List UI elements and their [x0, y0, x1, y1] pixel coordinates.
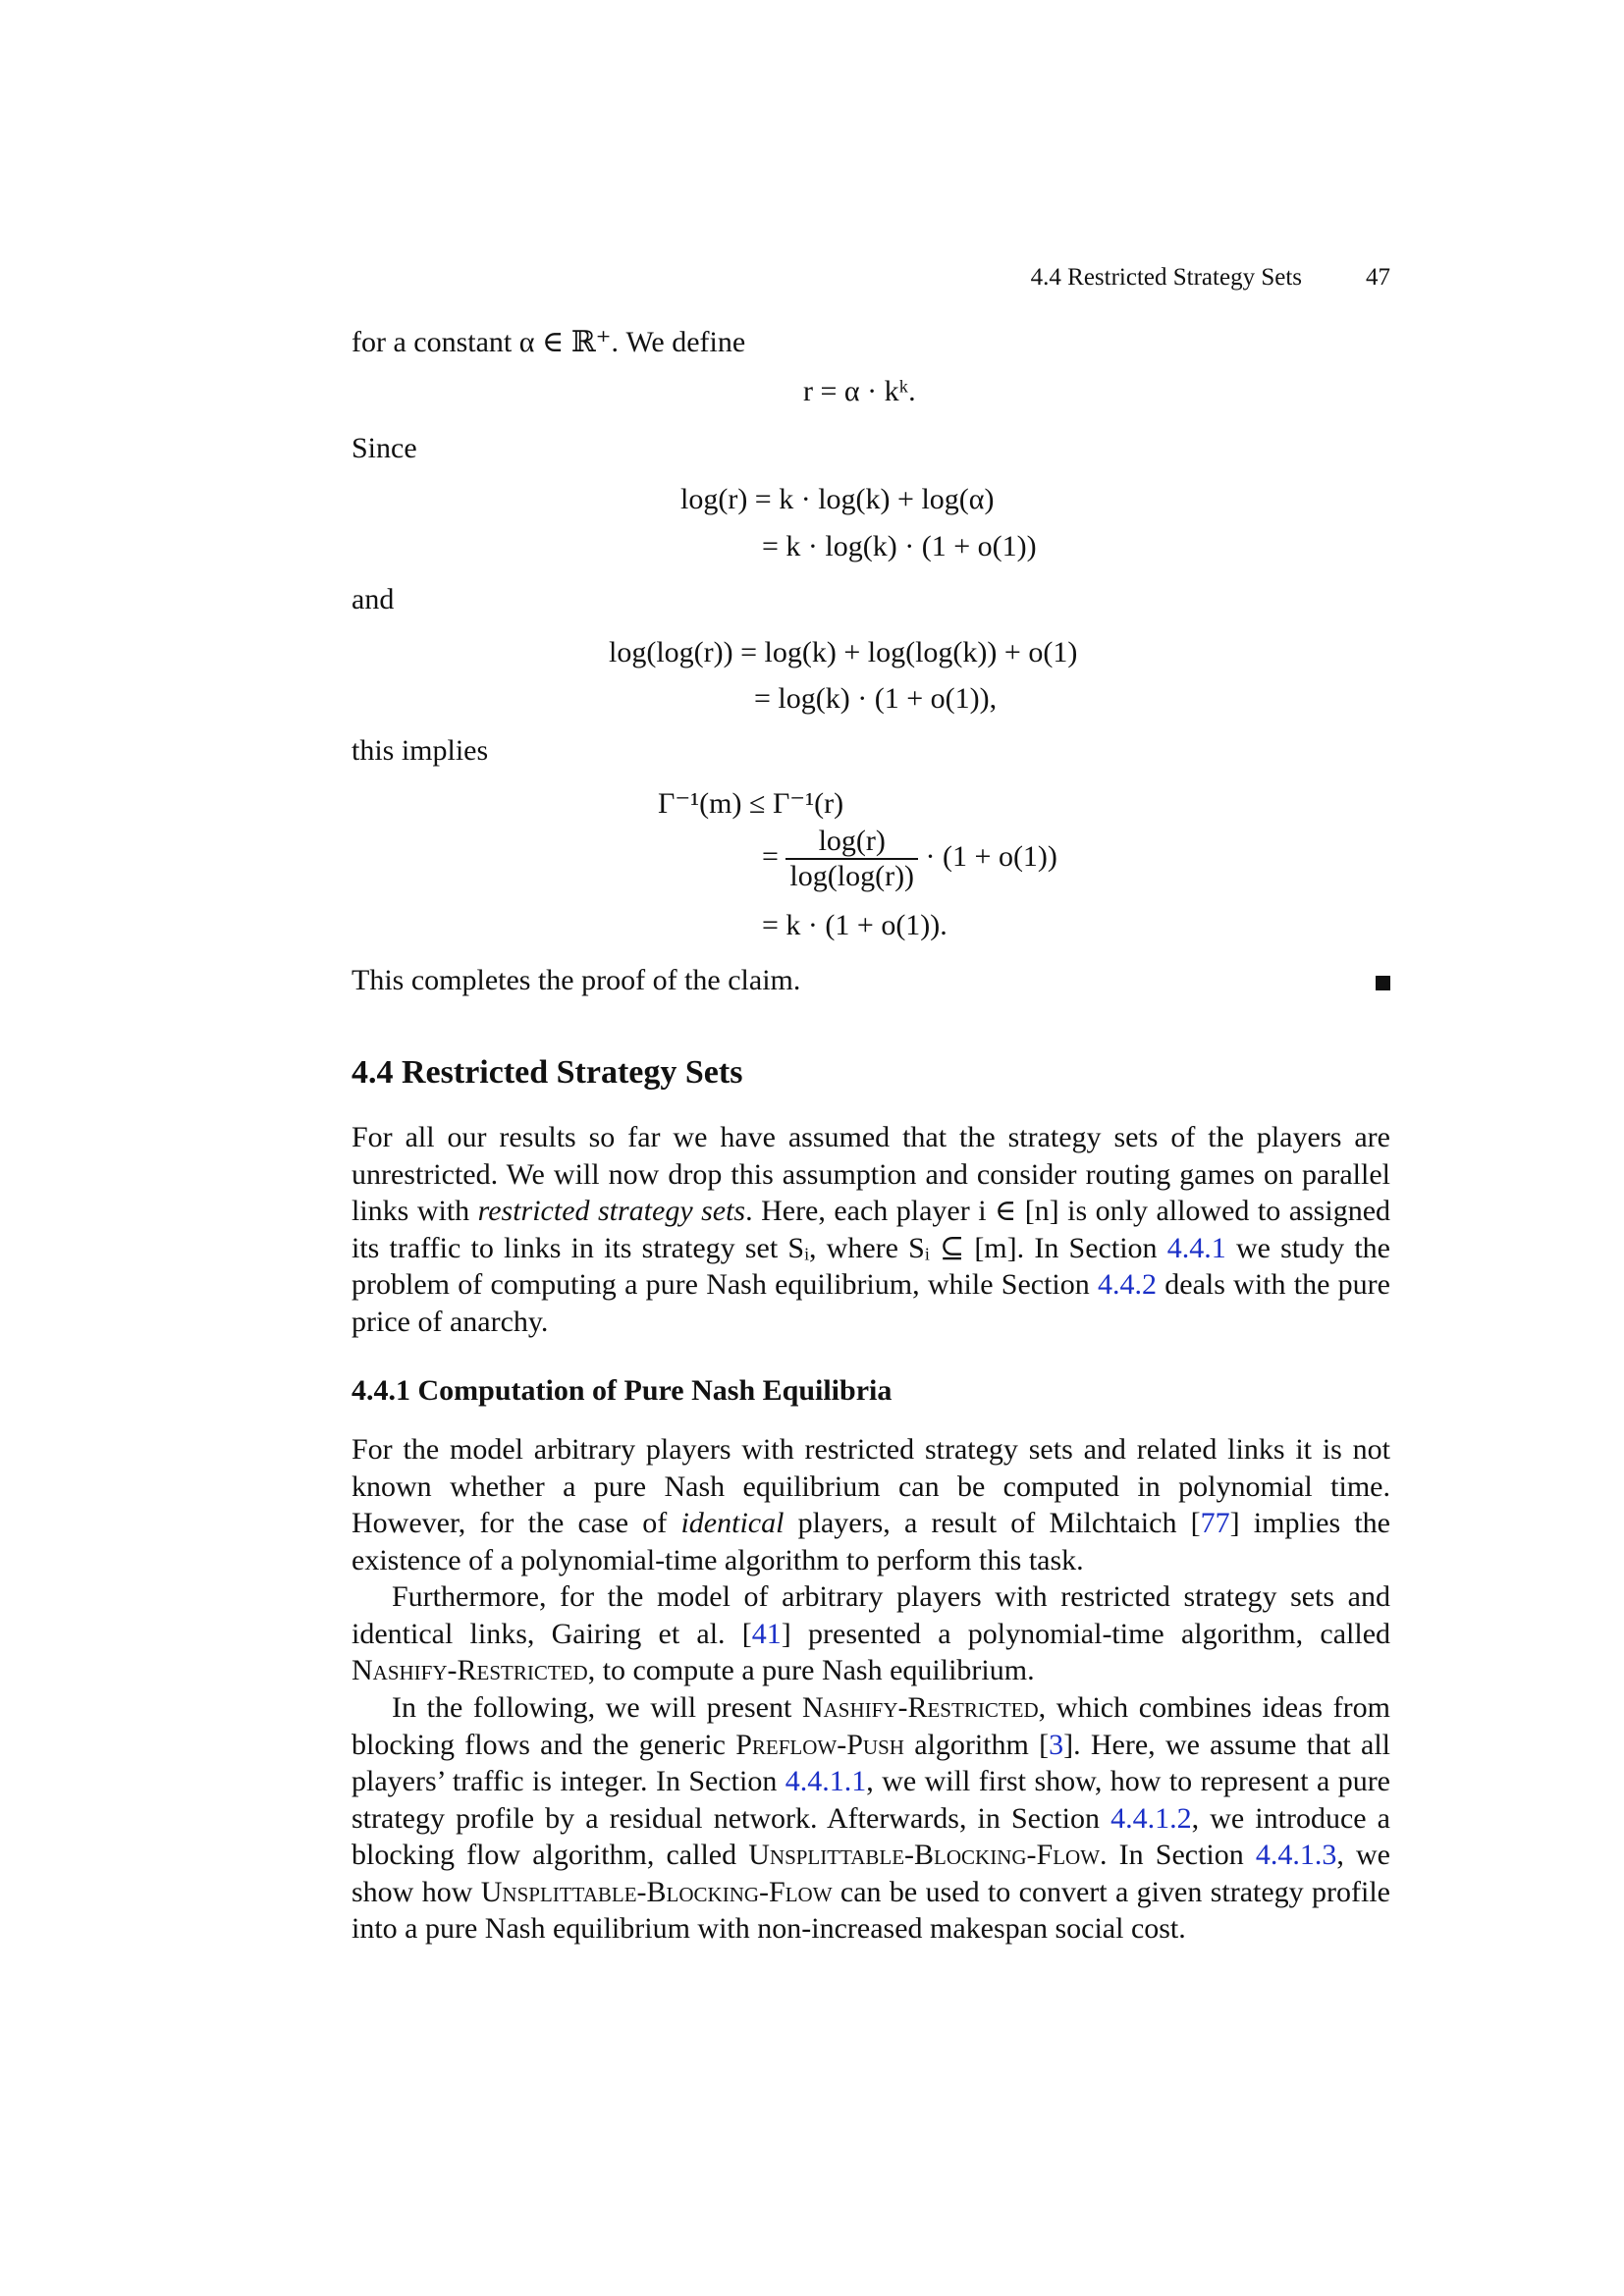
equation-log-line-2: = k · log(k) · (1 + o(1)): [762, 530, 1037, 562]
equation-loglog-line-1: log(log(r)) = log(k) + log(log(k)) + o(1): [609, 636, 1078, 668]
algo-unsplittable-blocking-flow: Unsplittable-Blocking-Flow: [748, 1839, 1101, 1871]
citation-77[interactable]: 77: [1200, 1507, 1230, 1539]
text-and: and: [352, 583, 395, 615]
qed-square-icon: [1376, 976, 1390, 990]
citation-3[interactable]: 3: [1049, 1728, 1064, 1761]
ref-section-4-4-1-2[interactable]: 4.4.1.2: [1110, 1801, 1192, 1835]
subsection-paragraph-1: For the model arbitrary players with restricted strategy sets and related links it is not known whether a pure Nash equilibrium can be computed in polynomial time. However, for the case of identical players, a result of Milchtaich [77] implies the existence of a polynomial-time algorithm to perform this task.: [352, 1433, 1390, 1576]
text-completes-proof: This completes the proof of the claim.: [352, 964, 801, 996]
ref-section-4-4-1-3[interactable]: 4.4.1.3: [1255, 1839, 1337, 1871]
gamma-fraction-tail: · (1 + o(1)): [925, 839, 1057, 873]
text-since: Since: [352, 432, 417, 464]
subsection-paragraph-2: Furthermore, for the model of arbitrary players with restricted strategy sets and identical links, Gairing et al. [41] presented a polynomial-time algorithm, called Nashify-Restricted, to compute a pure Nash equilibrium.: [352, 1580, 1391, 1686]
ref-section-4-4-1[interactable]: 4.4.1: [1166, 1231, 1226, 1264]
ref-section-4-4-2[interactable]: 4.4.2: [1098, 1268, 1158, 1301]
algo-unsplittable-blocking-flow-2: Unsplittable-Blocking-Flow: [480, 1875, 833, 1908]
running-head-title: 4.4 Restricted Strategy Sets: [1030, 264, 1302, 291]
citation-41[interactable]: 41: [751, 1617, 782, 1650]
algo-nashify-restricted: Nashify-Restricted: [352, 1654, 588, 1686]
equation-gamma-line-1: Γ⁻¹(m) ≤ Γ⁻¹(r): [658, 787, 844, 820]
algo-nashify-restricted-2: Nashify-Restricted: [801, 1691, 1039, 1724]
equation-r: r = α · kᵏ.: [803, 375, 916, 407]
subsection-paragraph-3: In the following, we will present Nashify-Restricted, which combines ideas from blocking flows and the generic Preflow-Push algorithm [3]. Here, we assume that all players’ traffic is integer. In Section 4.4.1.1, we will first show, how to represent a pure strategy profile by a residual network. Afterwards, in Section 4.4.1.2, we introduce a blocking flow algorithm, called Unsplittable-Blocking-Flow. In Section 4.4.1.3, we show how Unsplittable-Blocking-Flow can be used to convert a given strategy profile into a pure Nash equilibrium with non-increased makespan social cost.: [352, 1691, 1391, 1945]
section-paragraph: For all our results so far we have assumed that the strategy sets of the players are unrestricted. We will now drop this assumption and consider routing games on parallel links with restricted strategy sets. Here, each player i ∈ [n] is only allowed to assigned its traffic to links in its strategy set Sᵢ, where Sᵢ ⊆ [m]. In Section 4.4.1 we study the problem of computing a pure Nash equilibrium, while Section 4.4.2 deals with the pure price of anarchy.: [352, 1121, 1391, 1338]
page-number: 47: [1366, 264, 1390, 291]
equation-log-line-1: log(r) = k · log(k) + log(α): [680, 483, 995, 515]
gamma-fraction: [785, 825, 918, 893]
text-this-implies: this implies: [352, 734, 489, 767]
ref-section-4-4-1-1[interactable]: 4.4.1.1: [785, 1765, 867, 1797]
equation-gamma-line-3: = k · (1 + o(1)).: [762, 909, 947, 941]
emphasis-restricted-strategy-sets: restricted strategy sets: [477, 1195, 746, 1227]
section-heading: 4.4 Restricted Strategy Sets: [352, 1054, 743, 1091]
gamma-fraction-numerator: log(r): [785, 825, 918, 860]
equation-loglog-line-2: = log(k) · (1 + o(1)),: [754, 682, 998, 715]
text-for-constant: for a constant α ∈ ℝ⁺. We define: [352, 326, 746, 358]
algo-preflow-push: Preflow-Push: [735, 1728, 904, 1761]
gamma-fraction-denominator: log(log(r)): [789, 860, 915, 892]
equation-gamma-line-2: = $\frac{\log(r)}{\log(\log(r))}$ · (1 + o(1)): [762, 825, 1057, 892]
subsection-heading: 4.4.1 Computation of Pure Nash Equilibria: [352, 1374, 893, 1407]
emphasis-identical: identical: [680, 1507, 785, 1539]
